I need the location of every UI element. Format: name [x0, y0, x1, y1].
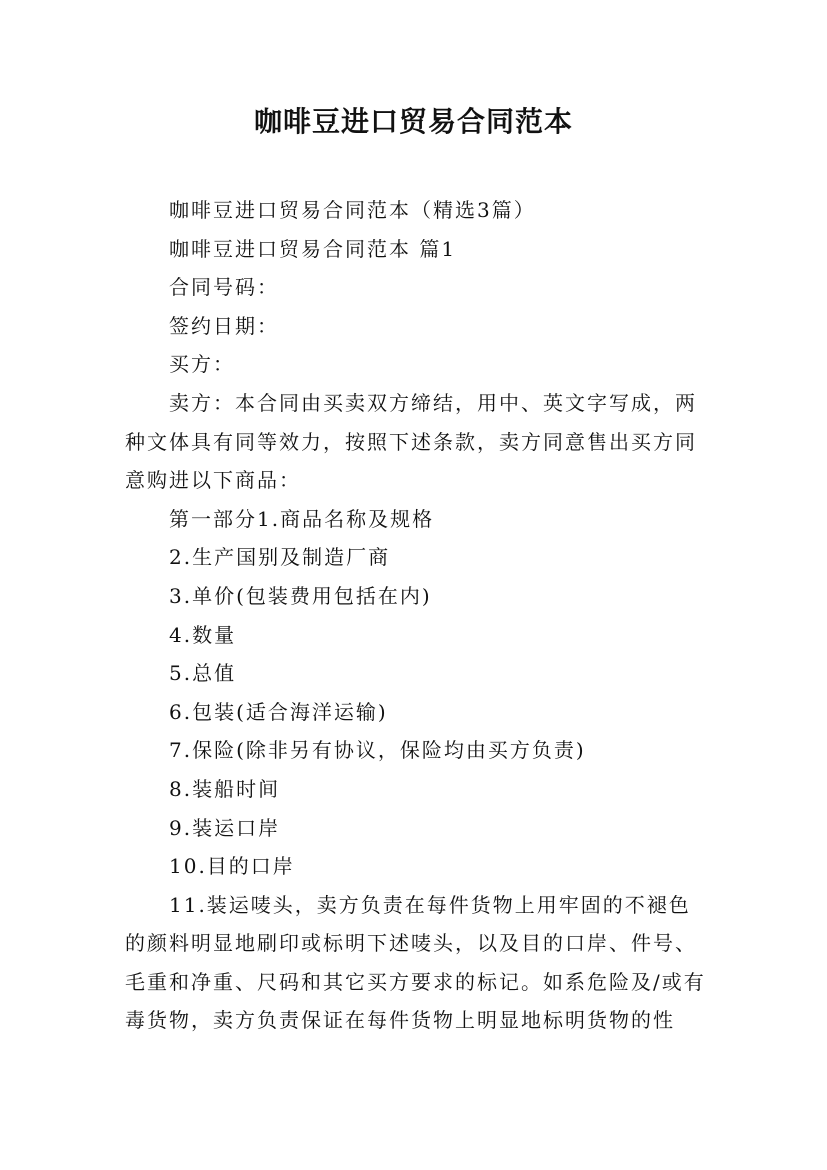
paragraph-item-5: 5.总值 [169, 661, 237, 686]
paragraph-subtitle: 咖啡豆进口贸易合同范本（精选3篇） [169, 198, 536, 222]
document-body [125, 191, 710, 1040]
paragraph-item-3: 3.单价(包装费用包括在内) [169, 583, 432, 608]
paragraph-item-11: 11.装运唛头，卖方负责在每件货物上用牢固的不褪色的颜料明显地刷印或标明下述唛头，以及目的口岸、件号、毛重和净重、尺码和其它买方要求的标记。如系危险及/或有毒货物，卖方负责保证在每件货物上明显地标明货物的性 [125, 892, 706, 1033]
paragraph-section-heading: 咖啡豆进口贸易合同范本 篇1 [169, 236, 457, 261]
paragraph-item-6: 6.包装(适合海洋运输) [169, 699, 388, 724]
paragraph-item-1: 第一部分1.商品名称及规格 [169, 506, 435, 531]
document-title: 咖啡豆进口贸易合同范本 [253, 105, 573, 138]
paragraph-signing-date: 签约日期： [169, 313, 279, 338]
paragraph-item-2: 2.生产国别及制造厂商 [169, 545, 391, 570]
paragraph-seller: 卖方：本合同由买卖双方缔结，用中、英文字写成，两种文体具有同等效力，按照下述条款，卖方同意售出买方同意购进以下商品： [125, 390, 697, 493]
paragraph-item-10: 10.目的口岸 [169, 854, 295, 879]
paragraph-buyer: 买方： [169, 352, 235, 377]
paragraph-item-8: 8.装船时间 [169, 776, 281, 801]
paragraph-item-7: 7.保险(除非另有协议，保险均由买方负责) [169, 738, 586, 763]
paragraph-item-9: 9.装运口岸 [169, 815, 281, 840]
paragraph-item-4: 4.数量 [169, 622, 237, 647]
paragraph-contract-number: 合同号码： [169, 275, 279, 300]
